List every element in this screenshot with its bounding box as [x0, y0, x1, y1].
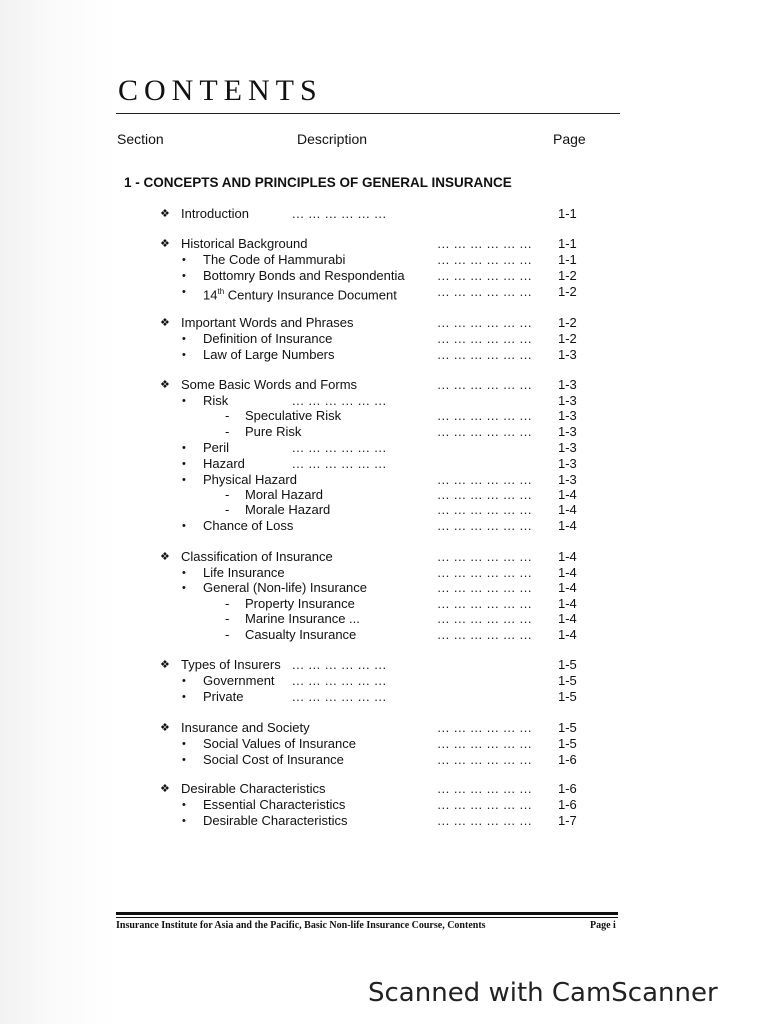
- toc-entry: [0, 673, 768, 689]
- toc-entry-page: 1-6: [558, 752, 577, 767]
- diamond-bullet-icon: ❖: [160, 317, 170, 329]
- dot-leader: ... ... ... ... ... ...: [437, 518, 532, 533]
- toc-entry-label: Private: [203, 689, 244, 704]
- dot-bullet-icon: •: [182, 582, 186, 594]
- toc-entry-label: Some Basic Words and Forms: [181, 377, 358, 392]
- toc-entry-page: 1-3: [558, 456, 577, 471]
- toc-entry-page: 1-1: [558, 252, 577, 267]
- dot-leader: ... ... ... ... ... ...: [437, 347, 532, 362]
- toc-entry: [0, 315, 768, 331]
- toc-entry-page: 1-4: [558, 549, 577, 564]
- toc-entry: [0, 393, 768, 409]
- dot-bullet-icon: •: [182, 442, 186, 454]
- dot-leader: ... ... ... ... ... ...: [437, 315, 532, 330]
- dash-bullet-icon: -: [225, 487, 230, 502]
- ordinal-superscript: th: [217, 287, 225, 296]
- toc-entry-page: 1-3: [558, 393, 577, 408]
- toc-entry-label: Law of Large Numbers: [203, 347, 335, 362]
- toc-entry: [0, 657, 768, 673]
- dot-leader: ... ... ... ... ... ...: [437, 752, 532, 767]
- dot-bullet-icon: •: [182, 474, 186, 486]
- toc-entry: [0, 252, 768, 268]
- dot-leader: ... ... ... ... ... ...: [437, 331, 532, 346]
- dot-leader: ... ... ... ... ... ...: [292, 689, 387, 704]
- toc-entry-label: Historical Background: [181, 236, 308, 251]
- dot-leader: ... ... ... ... ... ...: [437, 377, 532, 392]
- toc-entry-page: 1-6: [558, 797, 577, 812]
- toc-entry-label: Bottomry Bonds and Respondentia: [203, 268, 405, 283]
- toc-entry-page: 1-5: [558, 736, 577, 751]
- dot-leader: ... ... ... ... ... ...: [437, 549, 532, 564]
- dot-leader: ... ... ... ... ... ...: [437, 408, 532, 423]
- dot-leader: ... ... ... ... ... ...: [437, 424, 532, 439]
- dot-leader: ... ... ... ... ... ...: [437, 580, 532, 595]
- toc-entry-page: 1-2: [558, 268, 577, 283]
- toc-entry-label: Desirable Characteristics: [203, 813, 348, 828]
- toc-entry-page: 1-6: [558, 781, 577, 796]
- diamond-bullet-icon: ❖: [160, 379, 170, 391]
- toc-entry-label: Hazard: [203, 456, 245, 471]
- toc-entry: [0, 472, 768, 488]
- toc-entry: [0, 689, 768, 705]
- toc-entry-page: 1-1: [558, 236, 577, 251]
- toc-entry-page: 1-4: [558, 627, 577, 642]
- toc-entry: [0, 236, 768, 252]
- dot-leader: ... ... ... ... ... ...: [437, 611, 532, 626]
- dot-bullet-icon: •: [182, 738, 186, 750]
- toc-entry: [0, 549, 768, 565]
- dot-leader: ... ... ... ... ... ...: [437, 565, 532, 580]
- footer-rule-thin: [116, 917, 618, 918]
- dot-bullet-icon: •: [182, 567, 186, 579]
- toc-entry: [0, 736, 768, 752]
- dot-bullet-icon: •: [182, 254, 186, 266]
- toc-entry: [0, 502, 768, 518]
- scanner-watermark: Scanned with CamScanner: [368, 978, 718, 1008]
- footer-page-number: Page i: [590, 920, 616, 931]
- dash-bullet-icon: -: [225, 627, 230, 642]
- toc-entry-label: Casualty Insurance: [245, 627, 357, 642]
- toc-entry: [0, 456, 768, 472]
- dot-leader: ... ... ... ... ... ...: [437, 781, 532, 796]
- toc-entry: [0, 440, 768, 456]
- toc-entry-page: 1-1: [558, 206, 577, 221]
- toc-entry: [0, 347, 768, 363]
- dash-bullet-icon: -: [225, 611, 230, 626]
- toc-entry: [0, 518, 768, 534]
- dot-bullet-icon: •: [182, 270, 186, 282]
- toc-entry-label: Peril: [203, 440, 230, 455]
- toc-entry-label: Desirable Characteristics: [181, 781, 326, 796]
- chapter-heading: 1 - CONCEPTS AND PRINCIPLES OF GENERAL INSURANCE: [124, 175, 512, 190]
- toc-entry-label: Definition of Insurance: [203, 331, 333, 346]
- diamond-bullet-icon: ❖: [160, 659, 170, 671]
- dot-bullet-icon: •: [182, 520, 186, 532]
- dot-leader: ... ... ... ... ... ...: [292, 657, 387, 672]
- toc-entry-label: Property Insurance: [245, 596, 355, 611]
- dot-leader: ... ... ... ... ... ...: [292, 393, 387, 408]
- toc-entry-label: Pure Risk: [245, 424, 302, 439]
- dot-leader: ... ... ... ... ... ...: [437, 472, 532, 487]
- toc-entry-page: 1-4: [558, 596, 577, 611]
- toc-entry-label: Chance of Loss: [203, 518, 294, 533]
- toc-entry-page: 1-2: [558, 315, 577, 330]
- dash-bullet-icon: -: [225, 408, 230, 423]
- diamond-bullet-icon: ❖: [160, 783, 170, 795]
- footer-rule-thick: [116, 912, 618, 915]
- toc-entry-label: Essential Characteristics: [203, 797, 346, 812]
- toc-entry-label: Introduction: [181, 206, 249, 221]
- dot-leader: ... ... ... ... ... ...: [437, 284, 532, 299]
- toc-entry-page: 1-3: [558, 424, 577, 439]
- dot-bullet-icon: •: [182, 286, 186, 298]
- dot-bullet-icon: •: [182, 349, 186, 361]
- dot-leader: ... ... ... ... ... ...: [292, 456, 387, 471]
- diamond-bullet-icon: ❖: [160, 551, 170, 563]
- dot-leader: ... ... ... ... ... ...: [437, 487, 532, 502]
- toc-entry: [0, 377, 768, 393]
- toc-entry-page: 1-3: [558, 472, 577, 487]
- dot-leader: ... ... ... ... ... ...: [292, 440, 387, 455]
- toc-entry-label: 14th Century Insurance Document: [203, 287, 397, 303]
- toc-entry-page: 1-5: [558, 657, 577, 672]
- dot-bullet-icon: •: [182, 691, 186, 703]
- dot-leader: ... ... ... ... ... ...: [437, 627, 532, 642]
- toc-entry-page: 1-5: [558, 689, 577, 704]
- dash-bullet-icon: -: [225, 596, 230, 611]
- toc-entry: [0, 284, 768, 303]
- dash-bullet-icon: -: [225, 424, 230, 439]
- dot-bullet-icon: •: [182, 754, 186, 766]
- toc-entry-label: Moral Hazard: [245, 487, 324, 502]
- footer-text: Insurance Institute for Asia and the Pacific, Basic Non-life Insurance Course, Contents: [116, 920, 486, 931]
- toc-entry-page: 1-3: [558, 377, 577, 392]
- toc-entry: [0, 627, 768, 643]
- page-title: CONTENTS: [118, 74, 323, 107]
- toc-entry-page: 1-4: [558, 518, 577, 533]
- toc-entry-label: Life Insurance: [203, 565, 285, 580]
- dot-leader: ... ... ... ... ... ...: [437, 268, 532, 283]
- toc-entry-page: 1-4: [558, 487, 577, 502]
- toc-entry: [0, 206, 768, 222]
- dot-leader: ... ... ... ... ... ...: [437, 252, 532, 267]
- dot-leader: ... ... ... ... ... ...: [437, 720, 532, 735]
- toc-entry-label: Speculative Risk: [245, 408, 342, 423]
- toc-entry-label: Government: [203, 673, 275, 688]
- toc-entry-label: Social Cost of Insurance: [203, 752, 344, 767]
- toc-entry-label: Marine Insurance ...: [245, 611, 360, 626]
- dot-leader: ... ... ... ... ... ...: [437, 236, 532, 251]
- toc-entry-page: 1-3: [558, 347, 577, 362]
- toc-entry: [0, 580, 768, 596]
- column-header-page: Page: [553, 131, 586, 147]
- toc-entry: [0, 752, 768, 768]
- dot-bullet-icon: •: [182, 458, 186, 470]
- dot-bullet-icon: •: [182, 395, 186, 407]
- toc-entry-page: 1-4: [558, 502, 577, 517]
- toc-entry-label: Risk: [203, 393, 229, 408]
- diamond-bullet-icon: ❖: [160, 238, 170, 250]
- toc-entry: [0, 797, 768, 813]
- dot-leader: ... ... ... ... ... ...: [292, 206, 387, 221]
- toc-entry-label: Classification of Insurance: [181, 549, 333, 564]
- toc-entry-label: Morale Hazard: [245, 502, 331, 517]
- toc-entry: [0, 720, 768, 736]
- dash-bullet-icon: -: [225, 502, 230, 517]
- dot-leader: ... ... ... ... ... ...: [437, 797, 532, 812]
- toc-entry-page: 1-4: [558, 580, 577, 595]
- toc-entry-label: Insurance and Society: [181, 720, 310, 735]
- column-header-description: Description: [297, 131, 368, 147]
- toc-entry-label: Physical Hazard: [203, 472, 297, 487]
- toc-entry: [0, 565, 768, 581]
- toc-entry-label: The Code of Hammurabi: [203, 252, 346, 267]
- toc-entry-label: Important Words and Phrases: [181, 315, 354, 330]
- toc-entry-page: 1-3: [558, 440, 577, 455]
- dot-leader: ... ... ... ... ... ...: [292, 673, 387, 688]
- toc-entry-page: 1-4: [558, 565, 577, 580]
- toc-entry: [0, 424, 768, 440]
- toc-entry-page: 1-3: [558, 408, 577, 423]
- toc-entry: [0, 408, 768, 424]
- toc-entry-label: Types of Insurers: [181, 657, 281, 672]
- toc-entry-page: 1-2: [558, 331, 577, 346]
- toc-entry-label: Social Values of Insurance: [203, 736, 356, 751]
- dot-leader: ... ... ... ... ... ...: [437, 502, 532, 517]
- title-rule: [116, 113, 620, 114]
- toc-entry-page: 1-5: [558, 673, 577, 688]
- toc-entry: [0, 596, 768, 612]
- dot-leader: ... ... ... ... ... ...: [437, 736, 532, 751]
- toc-entry: [0, 331, 768, 347]
- toc-entry: [0, 487, 768, 503]
- toc-entry-page: 1-5: [558, 720, 577, 735]
- column-header-section: Section: [117, 131, 164, 147]
- toc-entry: [0, 268, 768, 284]
- toc-entry-page: 1-4: [558, 611, 577, 626]
- toc-entry: [0, 781, 768, 797]
- dot-bullet-icon: •: [182, 675, 186, 687]
- toc-entry-page: 1-2: [558, 284, 577, 299]
- dot-bullet-icon: •: [182, 799, 186, 811]
- diamond-bullet-icon: ❖: [160, 722, 170, 734]
- toc-entry-label: General (Non-life) Insurance: [203, 580, 368, 595]
- dot-bullet-icon: •: [182, 815, 186, 827]
- dot-leader: ... ... ... ... ... ...: [437, 596, 532, 611]
- dot-bullet-icon: •: [182, 333, 186, 345]
- diamond-bullet-icon: ❖: [160, 208, 170, 220]
- toc-entry: [0, 813, 768, 829]
- toc-entry-page: 1-7: [558, 813, 577, 828]
- dot-leader: ... ... ... ... ... ...: [437, 813, 532, 828]
- toc-entry: [0, 611, 768, 627]
